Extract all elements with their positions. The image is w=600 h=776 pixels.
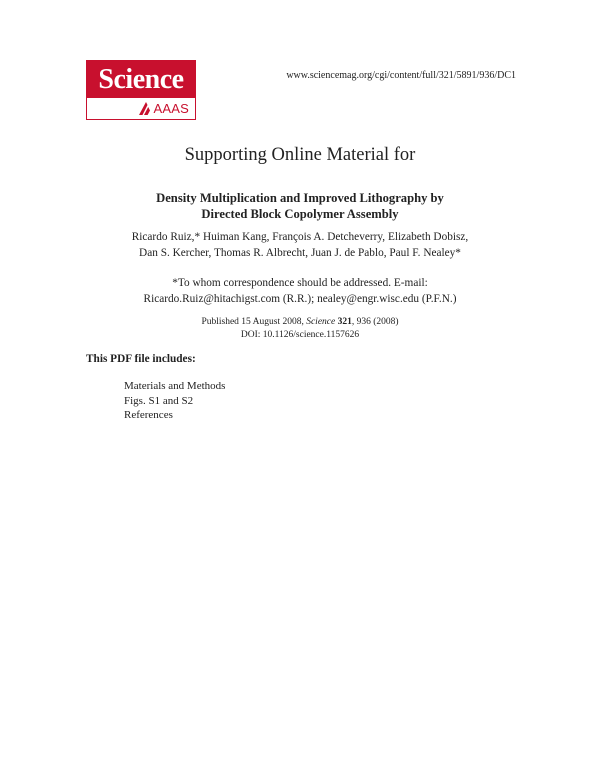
journal-pages: , 936 (2008) — [351, 317, 399, 327]
aaas-icon — [139, 102, 153, 115]
list-item: Materials and Methods — [124, 380, 226, 392]
list-item: Figs. S1 and S2 — [124, 394, 194, 407]
paper-title-line-2: Directed Block Copolymer Assembly — [201, 207, 399, 221]
science-logo — [86, 60, 196, 120]
journal-name: Science — [306, 317, 336, 327]
includes-heading: This PDF file includes: — [86, 353, 196, 365]
published-date: Published 15 August 2008, — [201, 317, 307, 327]
paper-title-line-1: Density Multiplication and Improved Lithography by — [156, 191, 444, 205]
paper-title — [0, 190, 600, 222]
publication-info — [0, 316, 600, 341]
aaas-label: AAAS — [153, 101, 189, 116]
list-item: References — [124, 409, 173, 421]
authors-line-1: Ricardo Ruiz,* Huiman Kang, François A. Detcheverry, Elizabeth Dobisz, — [131, 231, 469, 243]
correspondence-line-1: *To whom correspondence should be addressed. E-mail: — [172, 277, 428, 289]
authors-line-2: Dan S. Kercher, Thomas R. Albrecht, Juan J. de Pablo, Paul F. Nealey* — [139, 246, 461, 259]
correspondence-line-2: Ricardo.Ruiz@hitachigst.com (R.R.); nealey@engr.wisc.edu (P.F.N.) — [143, 292, 457, 305]
correspondence-note — [0, 276, 600, 307]
includes-list — [124, 379, 225, 423]
author-list — [0, 230, 600, 261]
source-url: www.sciencemag.org/cgi/content/full/321/5891/936/DC1 — [286, 70, 516, 81]
publication-citation — [0, 316, 600, 329]
journal-volume: 321 — [337, 317, 352, 327]
science-logo-wordmark: Science — [87, 61, 195, 98]
page-title: Supporting Online Material for — [184, 145, 416, 165]
aaas-mark — [87, 98, 195, 119]
doi: DOI: 10.1126/science.1157626 — [240, 329, 360, 340]
